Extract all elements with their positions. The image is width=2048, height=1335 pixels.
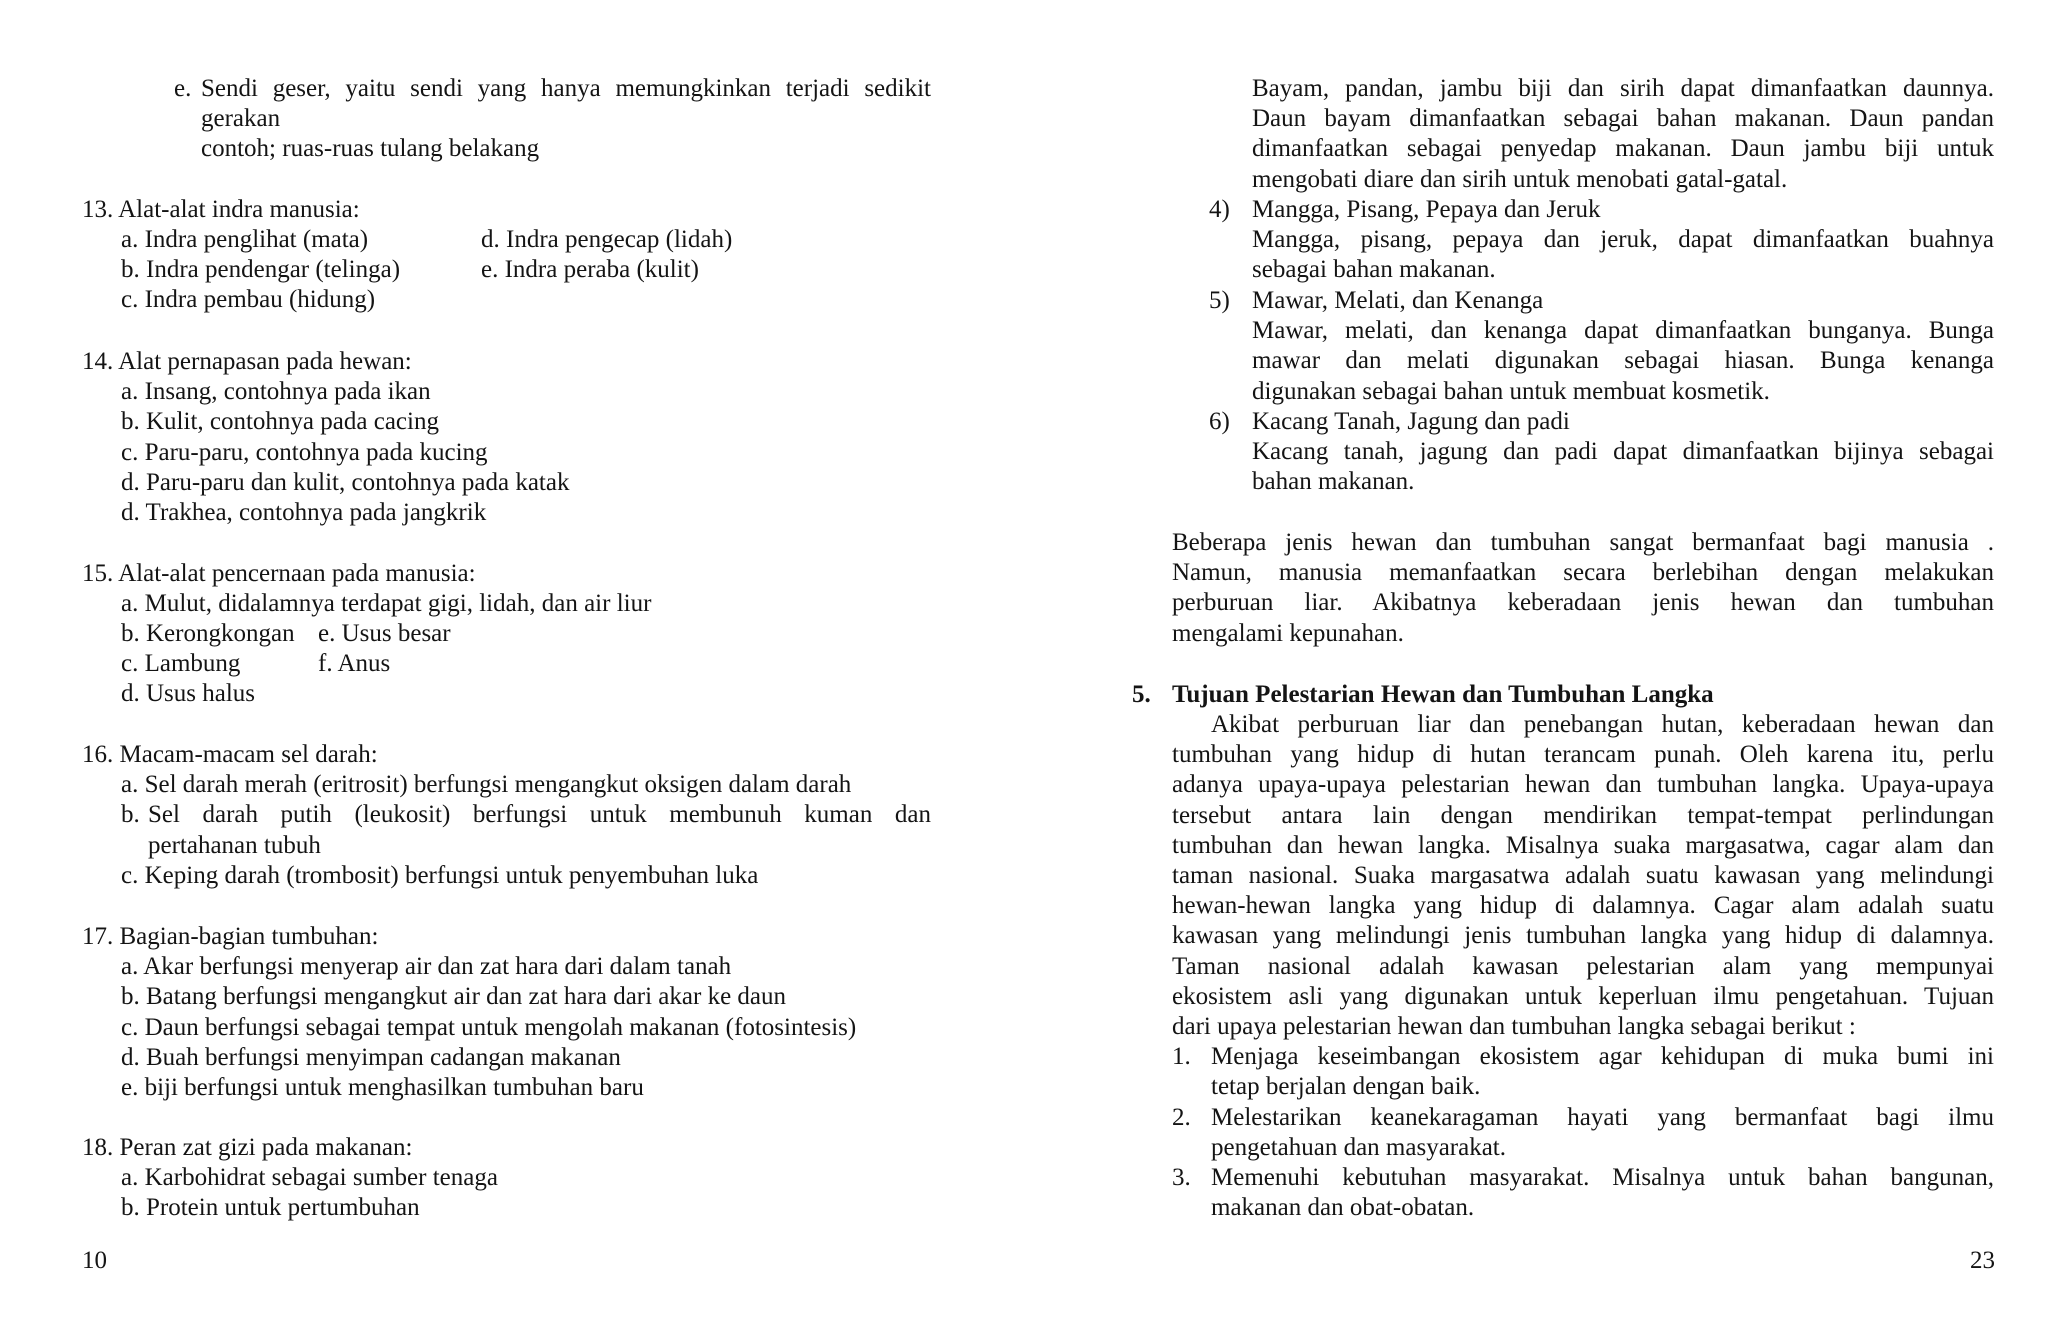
text-line: gerakan [201, 105, 281, 133]
list-item: b. Kulit, contohnya pada cacing [121, 408, 439, 436]
list-item: b. Protein untuk pertumbuhan [121, 1194, 420, 1222]
list-item: d. Trakhea, contohnya pada jangkrik [121, 498, 487, 526]
list-item: e. biji berfungsi untuk menghasilkan tumbuhan baru [121, 1073, 644, 1101]
text-line: tetap berjalan dengan baik. [1211, 1073, 1481, 1101]
list-item: d. Usus halus [121, 680, 256, 708]
page-number: 23 [1970, 1247, 1995, 1274]
item-number: 3. [1172, 1164, 1191, 1191]
list-item: a. Mulut, didalamnya terdapat gigi, lidah, dan air liur [121, 590, 652, 618]
text-line: tumbuhan yang hidup di hutan terancam punah. Oleh karena itu, perlu [1172, 741, 1994, 769]
text-line: dimanfaatkan sebagai penyedap makanan. Daun jambu biji untuk [1252, 135, 1994, 163]
section-16 [82, 740, 931, 891]
text-line: Daun bayam dimanfaatkan sebagai bahan makanan. Daun pandan [1252, 105, 1994, 133]
list-item: a. Indra penglihat (mata) [121, 226, 369, 253]
list-item: a. Insang, contohnya pada ikan [121, 378, 431, 406]
text-line: Melestarikan keanekaragaman hayati yang bermanfaat bagi ilmu [1211, 1104, 1994, 1131]
list-item: b. Indra pendengar (telinga) [121, 256, 401, 284]
text-line: Namun, manusia memanfaatkan secara berlebihan dengan melakukan [1172, 559, 1994, 587]
list-item: c. Paru-paru, contohnya pada kucing [121, 438, 488, 466]
text-line: Beberapa jenis hewan dan tumbuhan sangat bermanfaat bagi manusia . [1172, 529, 1994, 556]
text-line: dari upaya pelestarian hewan dan tumbuhan langka sebagai berikut : [1172, 1012, 1856, 1040]
text-line: Akibat perburuan liar dan penebangan hutan, keberadaan hewan dan [1211, 711, 1994, 738]
text-line: Menjaga keseimbangan ekosistem agar kehidupan di muka bumi ini [1211, 1043, 1994, 1070]
section-14 [82, 347, 569, 528]
goal-item-1 [1172, 1042, 1994, 1102]
text-line: hewan-hewan langka yang hidup di dalamnya. Cagar alam adalah suatu [1172, 892, 1994, 920]
section-17 [82, 922, 856, 1103]
list-item: d. Indra pengecap (lidah) [481, 226, 733, 253]
item-number: 4) [1209, 196, 1230, 223]
item-label: e. [174, 75, 192, 102]
text-line: adanya upaya-upaya pelestarian hewan dan tumbuhan langka. Upaya-upaya [1172, 771, 1994, 799]
text-line: tumbuhan dan hewan langka. Misalnya suaka margasatwa, cagar alam dan [1172, 831, 1994, 859]
text-line: pertahanan tubuh [148, 831, 321, 859]
text-line: kawasan yang melindungi jenis tumbuhan langka yang hidup di dalamnya. [1172, 922, 1994, 950]
section-15 [82, 559, 651, 619]
list-item: c. Daun berfungsi sebagai tempat untuk mengolah makanan (fotosintesis) [121, 1013, 857, 1041]
list-item: b. Kerongkongan [121, 620, 295, 647]
list-item: a. Akar berfungsi menyerap air dan zat hara dari dalam tanah [121, 953, 732, 981]
text-line: pengetahuan dan masyarakat. [1211, 1134, 1507, 1162]
section-13-col1 [121, 225, 400, 316]
text-line: perburuan liar. Akibatnya keberadaan jenis hewan dan tumbuhan [1172, 589, 1994, 617]
text-line: tersebut antara lain dengan mendirikan tempat-tempat perlindungan [1172, 801, 1994, 829]
text-line: ekosistem asli yang digunakan untuk keperluan ilmu pengetahuan. Tujuan [1172, 982, 1994, 1010]
section-18 [82, 1133, 498, 1224]
list-item: c. Lambung [121, 650, 241, 678]
section-title: 13. Alat-alat indra manusia: [82, 196, 360, 223]
text-line: Sendi geser, yaitu sendi yang hanya memungkinkan terjadi sedikit [201, 75, 931, 102]
section-13-col2 [481, 225, 732, 285]
section-5-heading [1132, 680, 1714, 710]
text-line: mengalami kepunahan. [1172, 619, 1404, 647]
item-e-sendi-geser [174, 74, 931, 165]
list-item: e. Indra peraba (kulit) [481, 256, 699, 284]
item-title: Kacang Tanah, Jagung dan padi [1252, 408, 1570, 435]
text-line: Memenuhi kebutuhan masyarakat. Misalnya untuk bahan bangunan, [1211, 1164, 1994, 1191]
text-line: Kacang tanah, jagung dan padi dapat dimanfaatkan bijinya sebagai [1252, 438, 1994, 466]
section-5-paragraph [1172, 710, 1994, 1042]
list-item: c. Indra pembau (hidung) [121, 286, 376, 314]
list-item: a. Sel darah merah (eritrosit) berfungsi mengangkut oksigen dalam darah [121, 771, 852, 799]
item-number: 6) [1209, 408, 1230, 435]
text-line: sebagai bahan makanan. [1252, 256, 1496, 284]
section-15-col1 [121, 619, 295, 710]
goal-item-3 [1172, 1163, 1994, 1223]
list-item: d. Paru-paru dan kulit, contohnya pada katak [121, 468, 570, 496]
text-line: Mangga, pisang, pepaya dan jeruk, dapat dimanfaatkan buahnya [1252, 226, 1994, 254]
plant-paragraph-top [1252, 74, 1994, 195]
text-line: Bayam, pandan, jambu biji dan sirih dapat dimanfaatkan daunnya. [1252, 75, 1994, 102]
page-number: 10 [82, 1247, 107, 1274]
item-number: 5) [1209, 287, 1230, 314]
text-line: Taman nasional adalah kawasan pelestarian alam yang mempunyai [1172, 952, 1994, 980]
section-title: 16. Macam-macam sel darah: [82, 741, 378, 768]
section-13 [82, 195, 360, 225]
list-item: f. Anus [318, 650, 391, 678]
item-number: 2. [1172, 1104, 1191, 1131]
section-15-col2 [318, 619, 451, 679]
text-line: Mawar, melati, dan kenanga dapat dimanfaatkan bunganya. Bunga [1252, 317, 1994, 345]
list-item: b. Batang berfungsi mengangkut air dan zat hara dari akar ke daun [121, 983, 787, 1011]
text-line: mengobati diare dan sirih untuk menobati gatal-gatal. [1252, 165, 1788, 193]
text-line: makanan dan obat-obatan. [1211, 1194, 1475, 1222]
text-line: Sel darah putih (leukosit) berfungsi untuk membunuh kuman dan [148, 801, 931, 829]
list-item: a. Karbohidrat sebagai sumber tenaga [121, 1164, 498, 1192]
item-number: 1. [1172, 1043, 1191, 1070]
section-title: 14. Alat pernapasan pada hewan: [82, 348, 412, 375]
text-line: bahan makanan. [1252, 468, 1415, 496]
text-line: taman nasional. Suaka margasatwa adalah suatu kawasan yang melindungi [1172, 861, 1994, 889]
section-number: 5. [1132, 681, 1151, 708]
plant-item-5 [1209, 286, 1994, 407]
summary-paragraph [1172, 528, 1994, 649]
section-heading: Tujuan Pelestarian Hewan dan Tumbuhan Langka [1172, 681, 1714, 708]
list-item: d. Buah berfungsi menyimpan cadangan makanan [121, 1043, 621, 1071]
right-page [1024, 0, 2048, 1335]
item-title: Mawar, Melati, dan Kenanga [1252, 287, 1544, 314]
list-item: c. Keping darah (trombosit) berfungsi untuk penyembuhan luka [121, 861, 759, 889]
goal-item-2 [1172, 1103, 1994, 1163]
text-line: digunakan sebagai bahan untuk membuat kosmetik. [1252, 377, 1770, 405]
section-title: 17. Bagian-bagian tumbuhan: [82, 923, 379, 950]
item-title: Mangga, Pisang, Pepaya dan Jeruk [1252, 196, 1601, 223]
list-item: e. Usus besar [318, 620, 451, 647]
section-title: 15. Alat-alat pencernaan pada manusia: [82, 560, 476, 587]
plant-item-4 [1209, 195, 1994, 286]
text-line: mawar dan melati digunakan sebagai hiasan. Bunga kenanga [1252, 347, 1994, 375]
item-label: b. [121, 801, 140, 829]
section-title: 18. Peran zat gizi pada makanan: [82, 1134, 413, 1161]
plant-item-6 [1209, 407, 1994, 498]
text-line: contoh; ruas-ruas tulang belakang [201, 135, 540, 163]
